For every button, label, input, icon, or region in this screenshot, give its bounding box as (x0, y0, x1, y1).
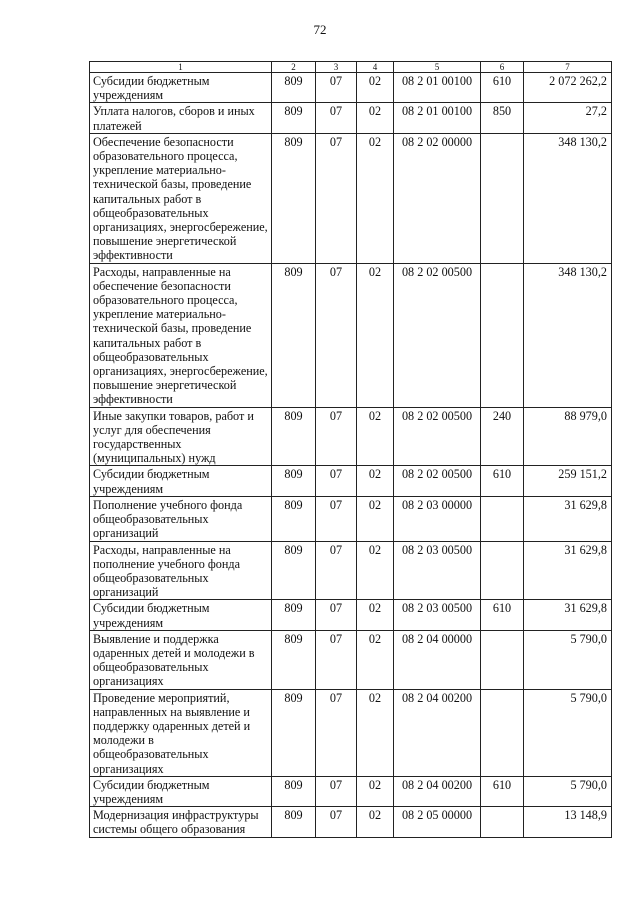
row-target: 08 2 05 00000 (394, 807, 481, 837)
row-name: Уплата налогов, сборов и иных платежей (90, 103, 272, 133)
budget-table-wrapper (89, 61, 612, 838)
row-target: 08 2 02 00500 (394, 263, 481, 407)
table-row (90, 466, 612, 496)
row-subsection: 02 (357, 630, 394, 689)
row-section: 07 (316, 496, 357, 541)
header-row (90, 62, 612, 73)
row-section: 07 (316, 407, 357, 466)
budget-table (89, 61, 612, 838)
row-target: 08 2 01 00100 (394, 73, 481, 103)
row-target: 08 2 04 00200 (394, 776, 481, 806)
row-amount: 259 151,2 (524, 466, 612, 496)
row-type (481, 541, 524, 600)
row-name: Выявление и поддержка одаренных детей и молодежи в общеобразовательных организациях (90, 630, 272, 689)
row-section: 07 (316, 73, 357, 103)
table-row (90, 541, 612, 600)
row-subsection: 02 (357, 807, 394, 837)
row-ministry: 809 (272, 600, 316, 630)
row-amount: 31 629,8 (524, 600, 612, 630)
table-row (90, 496, 612, 541)
row-name: Модернизация инфраструктуры системы общего образования (90, 807, 272, 837)
row-ministry: 809 (272, 776, 316, 806)
row-name: Проведение мероприятий, направленных на выявление и поддержку одаренных детей и молодежи в общеобразовательных организациях (90, 689, 272, 776)
row-ministry: 809 (272, 466, 316, 496)
row-target: 08 2 01 00100 (394, 103, 481, 133)
row-ministry: 809 (272, 407, 316, 466)
table-row (90, 776, 612, 806)
row-subsection: 02 (357, 776, 394, 806)
row-type (481, 133, 524, 263)
row-amount: 27,2 (524, 103, 612, 133)
row-name: Расходы, направленные на обеспечение безопасности образовательного процесса, укрепление материально-технической базы, проведение капитальных работ в общеобразовательных организациях, энергосбережение, повышение энергетической эффективности (90, 263, 272, 407)
row-type: 610 (481, 776, 524, 806)
header-cell-col5: 5 (394, 62, 481, 73)
row-subsection: 02 (357, 600, 394, 630)
row-section: 07 (316, 600, 357, 630)
row-target: 08 2 03 00500 (394, 600, 481, 630)
row-type: 610 (481, 73, 524, 103)
row-ministry: 809 (272, 73, 316, 103)
row-subsection: 02 (357, 103, 394, 133)
row-type (481, 263, 524, 407)
row-name: Субсидии бюджетным учреждениям (90, 466, 272, 496)
header-cell-col7: 7 (524, 62, 612, 73)
row-type (481, 807, 524, 837)
row-subsection: 02 (357, 689, 394, 776)
row-type: 610 (481, 466, 524, 496)
row-name: Субсидии бюджетным учреждениям (90, 73, 272, 103)
row-target: 08 2 03 00500 (394, 541, 481, 600)
table-row (90, 73, 612, 103)
row-target: 08 2 04 00200 (394, 689, 481, 776)
row-target: 08 2 02 00000 (394, 133, 481, 263)
row-amount: 5 790,0 (524, 689, 612, 776)
table-row (90, 807, 612, 837)
row-amount: 5 790,0 (524, 630, 612, 689)
table-row (90, 600, 612, 630)
row-name: Обеспечение безопасности образовательного процесса, укрепление материально-технической базы, проведение капитальных работ в общеобразовательных организациях, энергосбережение, повышение энергетической эффективности (90, 133, 272, 263)
row-subsection: 02 (357, 263, 394, 407)
row-target: 08 2 04 00000 (394, 630, 481, 689)
row-type: 240 (481, 407, 524, 466)
row-name: Расходы, направленные на пополнение учебного фонда общеобразовательных организаций (90, 541, 272, 600)
row-type (481, 630, 524, 689)
row-type: 850 (481, 103, 524, 133)
table-row (90, 689, 612, 776)
row-subsection: 02 (357, 496, 394, 541)
table-row (90, 133, 612, 263)
table-row (90, 263, 612, 407)
table-row (90, 407, 612, 466)
row-amount: 31 629,8 (524, 541, 612, 600)
table-row (90, 103, 612, 133)
row-name: Пополнение учебного фонда общеобразовательных организаций (90, 496, 272, 541)
row-section: 07 (316, 541, 357, 600)
header-cell-col2: 2 (272, 62, 316, 73)
row-subsection: 02 (357, 73, 394, 103)
row-amount: 348 130,2 (524, 133, 612, 263)
row-type (481, 496, 524, 541)
row-name: Иные закупки товаров, работ и услуг для обеспечения государственных (муниципальных) нужд (90, 407, 272, 466)
row-type (481, 689, 524, 776)
row-ministry: 809 (272, 103, 316, 133)
row-ministry: 809 (272, 541, 316, 600)
row-target: 08 2 02 00500 (394, 407, 481, 466)
row-amount: 88 979,0 (524, 407, 612, 466)
row-ministry: 809 (272, 133, 316, 263)
table-row (90, 630, 612, 689)
row-type: 610 (481, 600, 524, 630)
row-section: 07 (316, 776, 357, 806)
row-section: 07 (316, 689, 357, 776)
row-ministry: 809 (272, 263, 316, 407)
header-cell-col3: 3 (316, 62, 357, 73)
row-target: 08 2 03 00000 (394, 496, 481, 541)
header-cell-col6: 6 (481, 62, 524, 73)
row-subsection: 02 (357, 541, 394, 600)
row-section: 07 (316, 630, 357, 689)
row-ministry: 809 (272, 630, 316, 689)
row-ministry: 809 (272, 807, 316, 837)
page-number: 72 (313, 22, 327, 37)
row-subsection: 02 (357, 407, 394, 466)
row-amount: 2 072 262,2 (524, 73, 612, 103)
row-section: 07 (316, 133, 357, 263)
header-cell-col4: 4 (357, 62, 394, 73)
row-target: 08 2 02 00500 (394, 466, 481, 496)
row-ministry: 809 (272, 689, 316, 776)
row-name: Субсидии бюджетным учреждениям (90, 776, 272, 806)
row-name: Субсидии бюджетным учреждениям (90, 600, 272, 630)
row-subsection: 02 (357, 466, 394, 496)
header-cell-col1: 1 (90, 62, 272, 73)
row-amount: 31 629,8 (524, 496, 612, 541)
row-section: 07 (316, 263, 357, 407)
row-subsection: 02 (357, 133, 394, 263)
row-amount: 13 148,9 (524, 807, 612, 837)
row-section: 07 (316, 103, 357, 133)
row-ministry: 809 (272, 496, 316, 541)
row-section: 07 (316, 807, 357, 837)
row-section: 07 (316, 466, 357, 496)
row-amount: 348 130,2 (524, 263, 612, 407)
row-amount: 5 790,0 (524, 776, 612, 806)
